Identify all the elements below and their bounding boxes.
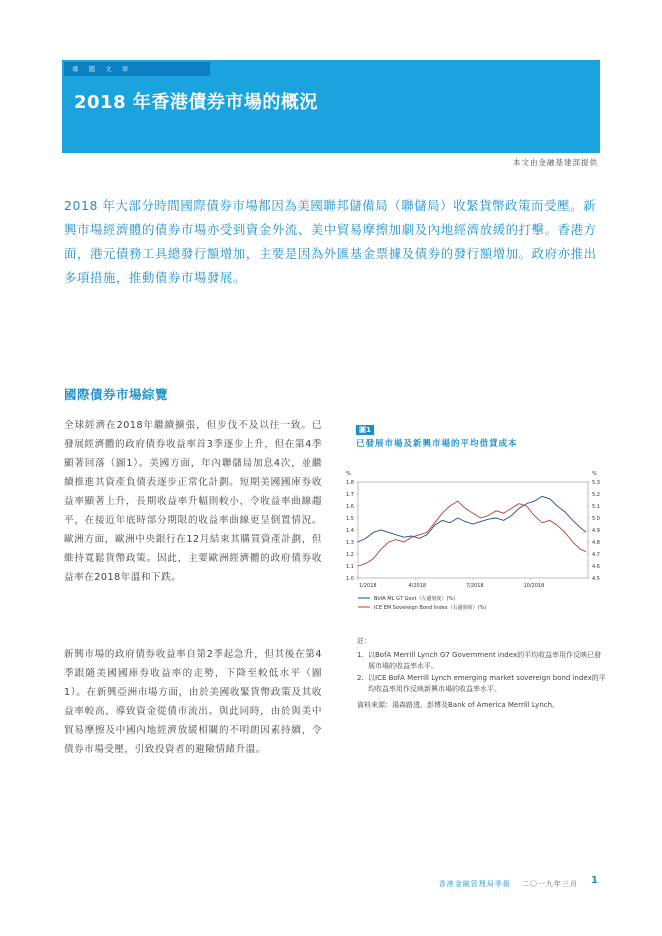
figure-title: 已發展市場及新興市場的平均借貸成本 [356,439,518,449]
right-tick-label: 5.3 [592,479,600,486]
right-tick-label: 4.6 [592,563,600,570]
right-tick-label: 4.7 [592,551,600,558]
footer [439,879,578,889]
left-tick-label: 1.8 [346,479,354,486]
legend-label-2: ICE EM Sovereign Bond Index（右邊刻度）(%) [374,604,487,611]
left-tick-label: 1.4 [346,527,354,534]
note-number: 1. [357,650,364,659]
byline: 本文由金融基建部提供 [513,158,598,167]
right-axis-unit: % [592,471,597,477]
data-source: 資料來源：湯森路透、彭博及Bank of America Merrill Lynch。 [357,700,560,709]
right-tick-label: 4.8 [592,539,600,546]
left-tick-label: 1.3 [346,539,354,546]
left-tick-label: 1.0 [346,575,354,582]
note-text: 以BofA Merrill Lynch G7 Government index的平均收益率用作反映已發展市場的收益率水平。 [368,650,602,670]
right-tick-label: 5.2 [592,491,600,498]
figure-notes [357,636,607,711]
left-axis-unit: % [346,471,351,477]
x-tick-label: 10/2018 [523,583,545,589]
left-tick-label: 1.5 [346,515,354,522]
x-tick-label: 7/2018 [466,583,484,589]
note-item-2 [357,673,607,696]
section-title: 國際債券市場綜覽 [64,387,169,402]
publication-date: 二〇一九年三月 [522,880,578,888]
article-title: 2018 年香港債券市場的概況 [74,92,318,113]
right-tick-label: 4.5 [592,575,600,582]
notes-heading: 註： [357,637,371,645]
right-tick-label: 5.1 [592,503,600,510]
body-paragraph-2: 新興市場的政府債券收益率自第2季起急升，但其後在第4季跟隨美國國庫券收益率的走勢，下降至較低水平（圖1）。在新興亞洲市場方面，由於美國收緊貨幣政策及其收益率較高，導致資金從債市流出。與此同時，由於與美中貿易摩擦及中國內地經濟放緩相關的不明朗因素持續，令債券市場受壓，引致投資者的避險情緒升溫。 [64,649,322,755]
figure-tag: 圖1 [356,425,374,435]
note-number: 2. [357,673,364,682]
left-tick-label: 1.1 [346,563,354,570]
body-paragraph-1: 全球經濟在2018年繼續擴張，但步伐不及以往一致。已發展經濟體的政府債券收益率首3季逐步上升，但在第4季顯著回落（圖1）。美國方面，年內聯儲局加息4次，並繼續推進其資產負債表逐步正常化計劃。短期美國國庫券收益率顯著上升，長期收益率升幅則較小，令收益率曲線趨平，在接近年底時部分期限的收益率曲線更呈倒置情況。歐洲方面，歐洲中央銀行在12月結束其購買資產計劃，但維持寬鬆貨幣政策。因此，主要歐洲經濟體的政府債券收益率在2018年溫和下跌。 [64,420,322,583]
right-tick-label: 5.0 [592,515,600,522]
lead-paragraph: 2018 年大部分時間國際債券市場都因為美國聯邦儲備局（聯儲局）收緊貨幣政策而受壓。新興市場經濟體的債券市場亦受到資金外流、美中貿易摩擦加劇及內地經濟放緩的打擊。香港方面，港元債務工具總發行額增加，主要是因為外匯基金票據及債券的發行額增加。政府亦推出多項措施，推動債券市場發展。 [64,198,597,285]
left-tick-label: 1.6 [346,503,354,510]
note-item-1 [357,650,607,673]
borrowing-cost-chart [340,460,608,620]
section-kicker: 專 題 文 章 [64,62,210,76]
left-tick-label: 1.2 [346,551,354,558]
plot-frame [358,482,588,578]
note-text: 以ICE BofA Merrill Lynch emerging market sovereign bond index的平均收益率用作反映新興市場的收益率水平。 [368,673,606,693]
legend-label-1: BofA ML G7 Govt（左邊刻度）(%) [374,595,456,602]
x-tick-label: 4/2018 [408,583,427,589]
page-number: 1 [591,875,598,886]
publication-name: 香港金融管理局季報 [438,880,511,888]
series-line-1 [358,496,586,542]
right-tick-label: 4.9 [592,527,600,534]
x-tick-label: 1/2018 [359,583,377,589]
left-tick-label: 1.7 [346,491,354,498]
